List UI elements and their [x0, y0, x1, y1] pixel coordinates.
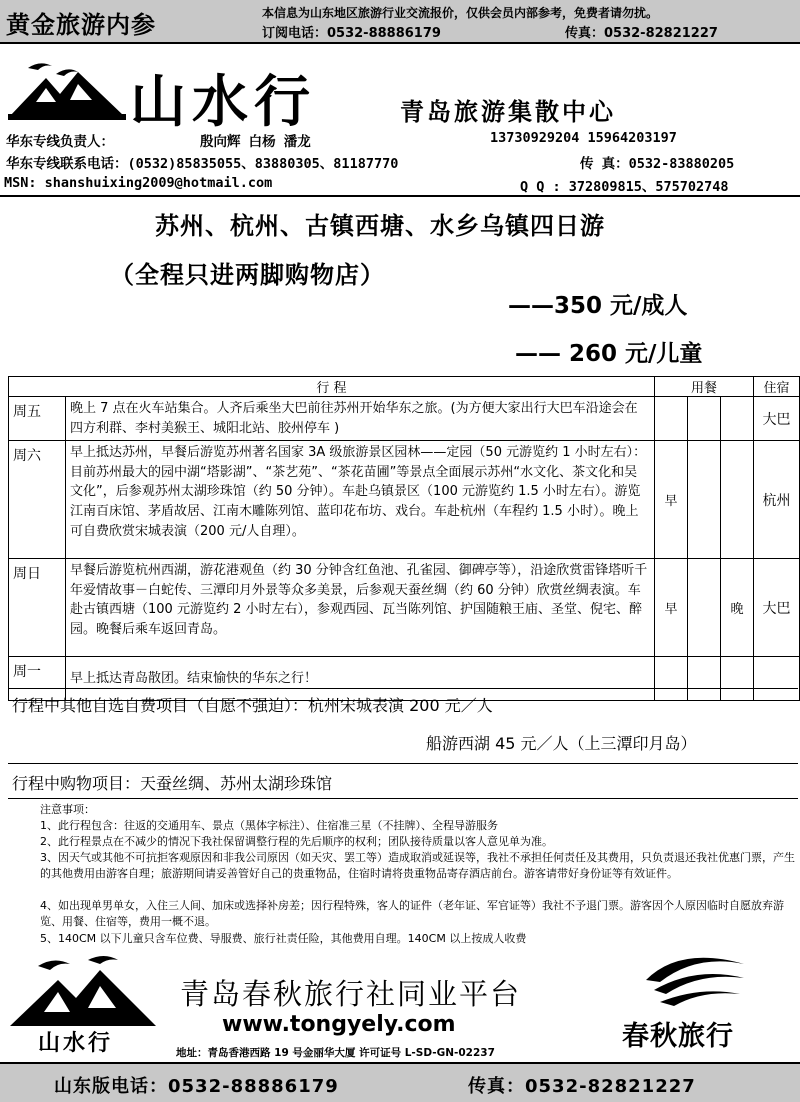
note-item: 5、140CM 以下儿童只含车位费、导服费、旅行社责任险，其他费用自理。140CM 以上按成人收费 [40, 932, 527, 945]
banner-fax: 传真：0532-82821227 [565, 26, 718, 41]
stay: 杭州 [754, 441, 800, 559]
footer-platform: 青岛春秋旅行社同业平台 [180, 977, 522, 1011]
optional-items-line1: 行程中其他自选自费项目（自愿不强迫）：杭州宋城表演 200 元／人 [12, 696, 493, 715]
footer-address: 地址：青岛香港西路 19 号金丽华大厦 许可证号 L-SD-GN-02237 [176, 1047, 495, 1059]
table-row [9, 441, 800, 559]
line-fax: 传 真：0532-83880205 [580, 156, 735, 172]
brand-logo-text: 山水行 [130, 69, 316, 135]
footer-url[interactable]: www.tongyely.com [222, 1012, 456, 1037]
meal-breakfast: 早 [655, 559, 688, 657]
center-name: 青岛旅游集散中心 [400, 98, 616, 126]
msn: MSN: shanshuixing2009@hotmail.com [4, 175, 273, 191]
manager-phones: 13730929204 15964203197 [490, 130, 677, 146]
partner-name: 春秋旅行 [622, 1021, 734, 1052]
meal-dinner [721, 397, 754, 441]
day-label: 周六 [9, 441, 66, 559]
itinerary-table [8, 376, 800, 701]
banner-title: 黄金旅游内参 [6, 11, 156, 39]
line-phone: 华东专线联系电话：(0532)85835055、83880305、81187770 [6, 156, 399, 172]
shopping-items: 行程中购物项目：天蚕丝绸、苏州太湖珍珠馆 [12, 774, 333, 793]
footer-phone: 山东版电话：0532-88886179 [54, 1076, 339, 1097]
table-header-row [9, 377, 800, 397]
header-stay: 住宿 [754, 377, 800, 397]
note-item: 2、此行程景点在不减少的情况下我社保留调整行程的先后顺序的权利；团队接待质量以客人意见单为准。 [40, 835, 553, 848]
day-label: 周五 [9, 397, 66, 441]
chunqiu-logo-icon [640, 950, 750, 1008]
day-label: 周日 [9, 559, 66, 657]
managers: 殷向辉 白杨 潘龙 [200, 134, 311, 150]
notes-heading: 注意事项： [40, 803, 95, 816]
meal-breakfast: 早 [655, 441, 688, 559]
meal-lunch [688, 441, 721, 559]
meal-lunch [688, 397, 721, 441]
divider [0, 195, 800, 197]
footer-brand: 山水行 [38, 1030, 114, 1056]
stay: 大巴 [754, 559, 800, 657]
optional-items-line2: 船游西湖 45 元／人（上三潭印月岛） [426, 734, 697, 753]
day-desc: 早餐后游览杭州西湖，游花港观鱼（约 30 分钟含红鱼池、孔雀园、御碑亭等），沿途欣赏雷锋塔听千年爱情故事－白蛇传、三潭印月外景等众多美景，后参观天蚕丝绸（约 60 分钟）欣赏丝绸表演。车赴古镇西塘（100 元游览约 2 小时左右），参观西园、瓦当陈列馆、护国随粮王庙、圣堂、倪宅、醉园。晚餐后乘车返回青岛。 [66, 559, 655, 657]
qq: Q Q : 372809815、575702748 [520, 179, 729, 195]
day-label: 周一 [9, 657, 66, 701]
table-row [9, 559, 800, 657]
trip-subtitle: （全程只进两脚购物店） [110, 261, 385, 289]
banner-notice: 本信息为山东地区旅游行业交流报价，仅供会员内部参考，免费者请勿扰。 [262, 6, 659, 20]
note-item: 1、此行程包含：往返的交通用车、景点（黑体字标注）、住宿准三星（不挂牌）、全程导游服务 [40, 819, 498, 832]
trip-title: 苏州、杭州、古镇西塘、水乡乌镇四日游 [155, 212, 605, 240]
price-child: —— 260 元/儿童 [515, 341, 703, 367]
managers-label: 华东专线负责人： [6, 134, 114, 150]
note-item: 3、因天气或其他不可抗拒客观原因和非我公司原因（如天灾、罢工等）造成取消或延误等，我社不承担任何责任及其费用，只负责退还我社优惠门票，产生的其他费用由游客自理；旅游期间请妥善管好自己的贵重物品，住宿时请将贵重物品寄存酒店前台。游客请带好身份证等有效证件。 [40, 851, 795, 880]
footer-fax: 传真：0532-82821227 [468, 1076, 696, 1097]
header-meals: 用餐 [655, 377, 754, 397]
divider [8, 798, 798, 799]
header-itinerary: 行 程 [9, 377, 655, 397]
day-desc: 早上抵达苏州，早餐后游览苏州著名国家 3A 级旅游景区园林——定园（50 元游览约 1 小时左右）：目前苏州最大的园中湖“塔影湖”、“茶艺苑”、“茶花苗圃”等景点全面展示苏州“水文化、茶文化和吴文化”，后参观苏州太湖珍珠馆（约 50 分钟）。车赴乌镇景区（100 元游览约 1.5 小时左右）。游览江南百床馆、茅盾故居、江南木雕陈列馆、蓝印花布坊、戏台。车赴杭州（车程约 1.5 小时）。晚上可自费欣赏宋城表演（200 元/人自理）。 [66, 441, 655, 559]
meal-dinner [721, 441, 754, 559]
note-item: 4、如出现单男单女，入住三人间、加床或选择补房差；因行程特殊，客人的证件（老年证、军官证等）我社不予退门票。游客因个人原因临时自愿放弃游览、用餐、住宿等，费用一概不退。 [40, 899, 784, 928]
meal-lunch [688, 559, 721, 657]
price-adult: ——350 元/成人 [508, 293, 688, 319]
mountain-logo-icon [8, 54, 126, 120]
meal-breakfast [655, 397, 688, 441]
stay: 大巴 [754, 397, 800, 441]
subscribe-phone: 订阅电话：0532-88886179 [262, 26, 441, 41]
day-desc: 晚上 7 点在火车站集合。人齐后乘坐大巴前往苏州开始华东之旅。(为方便大家出行大巴车沿途会在四方利群、李村美猴王、城阳北站、胶州停车 ) [66, 397, 655, 441]
day-desc: 早上抵达青岛散团。结束愉快的华东之行！ [66, 657, 655, 701]
footer-mountain-logo-icon [8, 952, 158, 1028]
meal-dinner: 晚 [721, 559, 754, 657]
table-row [9, 397, 800, 441]
